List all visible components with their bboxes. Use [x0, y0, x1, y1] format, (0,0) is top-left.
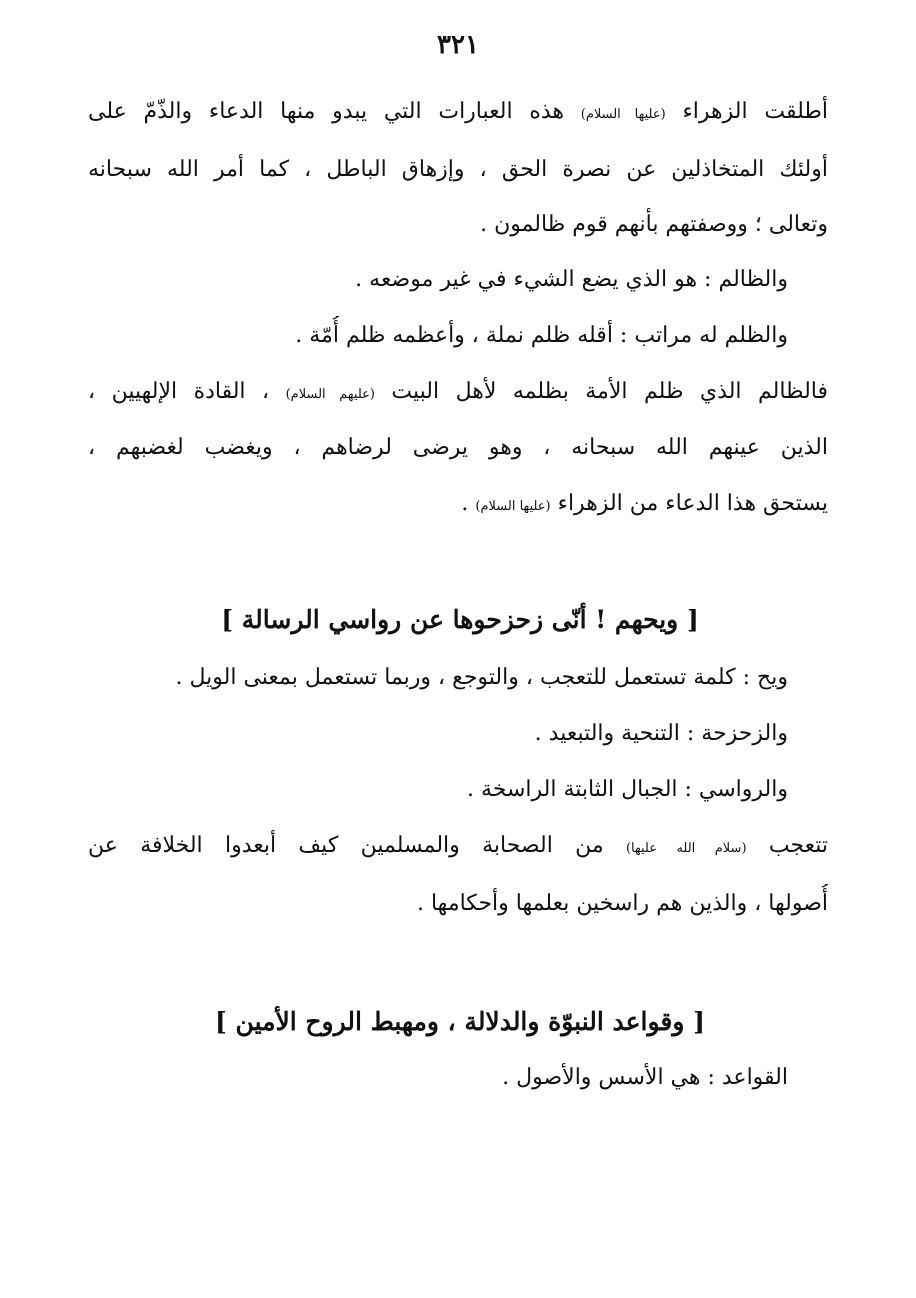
paragraph1-line3: وتعالى ؛ ووصفتهم بأنهم قوم ظالمون .: [480, 212, 828, 237]
section-heading-wayhahum: [ ويحهم ! أنّى زحزحوها عن رواسي الرسالة ]: [221, 605, 699, 634]
paragraph3-line1-pre: تتعجب: [746, 833, 828, 858]
paragraph1-line2: أولئك المتخاذلين عن نصرة الحق ، وإزهاق الباطل ، كما أمر الله سبحانه: [88, 157, 828, 182]
definition-zalim: والظالم : هو الذي يضع الشيء في غير موضعه .: [355, 267, 788, 292]
definition-zahzaha: والزحزحة : التنحية والتبعيد .: [534, 721, 788, 746]
paragraph2-line3-post: .: [461, 491, 476, 516]
paragraph1-line1-post: هذه العبارات التي يبدو منها الدعاء والذّمّ على: [88, 99, 581, 124]
paragraph3-line2: أُصولها ، والذين هم راسخين بعلمها وأحكامها .: [416, 891, 828, 916]
paragraph3-line1: [88, 826, 828, 868]
honorific-salam-allah-alayha: (سلام الله عليها): [625, 841, 747, 856]
paragraph2-line3-pre: يستحق هذا الدعاء من الزهراء: [550, 491, 828, 516]
definition-wayh: ويح : كلمة تستعمل للتعجب ، والتوجع ، وربما تستعمل بمعنى الويل .: [175, 665, 788, 690]
paragraph2-line1-post: ، القادة الإلهيين ،: [88, 379, 286, 404]
page-number: ٣٢١: [437, 30, 479, 60]
honorific-alayhim-salam: (عليهم السلام): [285, 387, 375, 402]
paragraph2-line2: الذين عينهم الله سبحانه ، وهو يرضى لرضاهم ، ويغضب لغضبهم ،: [88, 435, 828, 460]
paragraph1-line1: [88, 92, 828, 134]
paragraph2-line1: [88, 372, 828, 414]
honorific-alayha-salam: (عليها السلام): [580, 107, 666, 122]
paragraph2-line3: [88, 484, 828, 526]
definition-qawaid: القواعد : هي الأسس والأصول .: [502, 1065, 788, 1090]
section-heading-qawaid: [ وقواعد النبوّة والدلالة ، ومهبط الروح الأمين ]: [215, 1007, 705, 1036]
definition-rawasi: والرواسي : الجبال الثابتة الراسخة .: [466, 777, 788, 802]
paragraph1-line1-pre: أطلقت الزهراء: [665, 99, 828, 124]
paragraph3-line1-post: من الصحابة والمسلمين كيف أبعدوا الخلافة عن: [88, 833, 626, 858]
honorific-alayha-salam: (عليها السلام): [475, 499, 551, 514]
definition-zulm: والظلم له مراتب : أقله ظلم نملة ، وأعظمه ظلم أُمّة .: [295, 323, 788, 348]
paragraph2-line1-pre: فالظالم الذي ظلم الأمة بظلمه لأهل البيت: [374, 379, 828, 404]
